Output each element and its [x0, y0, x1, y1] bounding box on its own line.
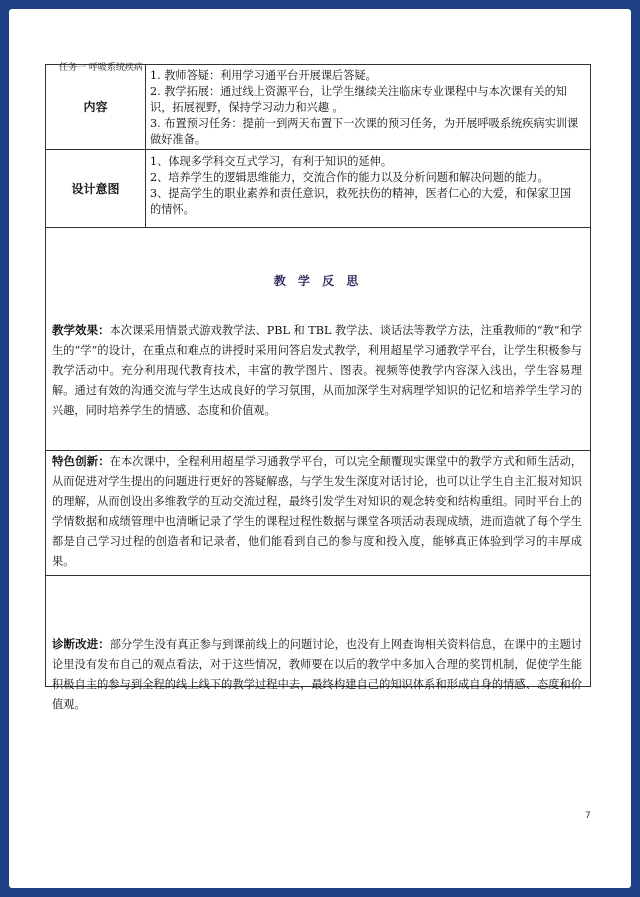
innovation-text: 在本次课中，全程利用超星学习通教学平台，可以完全颠覆现实课堂中的教学方式和师生活动，从而促进对学生提出的问题进行更好的答疑解惑，与学生发生深度对话讨论，也可以让学生自主汇报对知识的理解，从而创设出多维教学的互动交流过程，最终引发学生对知识的观念转变和结构重组。同时平台上的学情数据和成绩管理中也清晰记录了学生的课程过程性数据与课堂各项活动表现成绩，进而造就了每个学生都是自己学习过程的创造者和记录者，他们能看到自己的参与度和投入度，能够真正体验到学习的丰厚成果。: [52, 455, 583, 568]
improvement-text: 部分学生没有真正参与到课前线上的问题讨论，也没有上网查询相关资料信息，在课中的主题讨论里没有发布自己的观点看法，对于这些情况，教师要在以后的教学中多加入合理的奖罚机制，促使学生能积极自主的参与到全程的线上线下的教学过程中去，最终构建自己的知识体系和形成自身的情感、态度和价值观。: [52, 638, 583, 711]
lesson-table: [45, 64, 591, 711]
teaching-effect-label: 教学效果：: [52, 323, 110, 337]
design-intent-item: 2、培养学生的逻辑思维能力，交流合作的能力以及分析问题和解决问题的能力。: [150, 171, 549, 184]
improvement-paragraph: [52, 634, 582, 715]
content-item: 1. 教师答疑：利用学习通平台开展课后答疑。: [150, 69, 377, 82]
content-list: [150, 68, 582, 148]
reflection-title-row: [46, 228, 590, 451]
teaching-effect-text: 本次课采用情景式游戏教学法、PBL 和 TBL 教学法、谈话法等教学方法，注重教师的“教”和学生的“学”的设计，在重点和难点的讲授时采用问答启发式教学，利用超星学习通教学平台，让学生积极参与教学活动中。充分利用现代教育技术，丰富的教学图片、图表。视频等使教学内容深入浅出，学生容易理解。通过有效的沟通交流与学生达成良好的学习氛围，从而加深学生对病理学知识的记忆和培养学生学习的兴趣，同时培养学生的情感、态度和价值观。: [52, 324, 583, 417]
design-intent-row: [46, 150, 590, 228]
improvement-row: [46, 576, 590, 711]
improvement-label: 诊断改进：: [52, 637, 110, 651]
reflection-title: 教 学 反 思: [273, 274, 363, 288]
page-header: 任务一 呼吸系统疾病: [59, 63, 143, 73]
teaching-effect-paragraph: [52, 320, 582, 421]
design-intent-list: [150, 154, 582, 218]
content-item: 3. 布置预习任务：提前一到两天布置下一次课的预习任务，为开展呼吸系统疾病实训课做好准备。: [150, 117, 579, 146]
innovation-label: 特色创新：: [52, 454, 110, 468]
content-label: 内容: [46, 64, 146, 149]
design-intent-item: 3、提高学生的职业素养和责任意识，救死扶伤的精神，医者仁心的大爱，和保家卫国的情怀。: [150, 187, 572, 216]
content-item: 2. 教学拓展：通过线上资源平台，让学生继续关注临床专业课程中与本次课有关的知识，拓展视野，保持学习动力和兴趣 。: [150, 85, 567, 114]
design-intent-item: 1、体现多学科交互式学习，有利于知识的延伸。: [150, 155, 393, 168]
page-number: 7: [585, 811, 591, 821]
design-intent-label: 设计意图: [46, 150, 146, 227]
innovation-row: [46, 451, 590, 576]
content-row: [46, 64, 590, 150]
innovation-paragraph: [52, 451, 582, 572]
